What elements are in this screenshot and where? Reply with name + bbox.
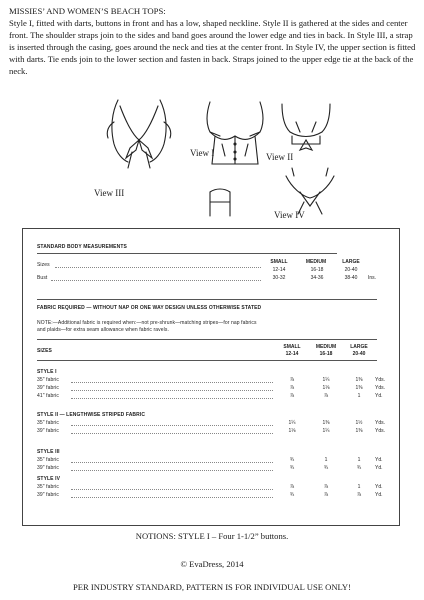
fabric-yardage-value: 1⅛: [322, 385, 330, 391]
yardage-unit: Yd.: [375, 484, 383, 490]
leader-dots: [71, 390, 273, 391]
fabric-yardage-value: 1¼: [288, 420, 296, 426]
col-large-header: LARGE: [342, 259, 360, 265]
fabric-width-label: 35" fabric: [37, 377, 59, 383]
fabric-yardage-value: 1: [324, 457, 328, 463]
fabric-width-label: 35" fabric: [37, 420, 59, 426]
leader-dots: [71, 382, 273, 383]
description-text: [9, 5, 417, 78]
fabric-required-heading: FABRIC REQUIRED — WITHOUT NAP OR ONE WAY DESIGN UNLESS OTHERWISE STATED: [37, 305, 262, 311]
size-medium: 16-18: [310, 267, 324, 273]
fabric-yardage-value: ¾: [289, 492, 295, 498]
fabric-col-small-sizes: 12-14: [285, 351, 299, 357]
view-illustrations: [60, 92, 370, 222]
bust-unit: Ins.: [368, 275, 377, 281]
divider: [37, 360, 377, 361]
yardage-unit: Yd.: [375, 492, 383, 498]
view-i-drawing: [207, 102, 263, 164]
yardage-unit: Yds.: [375, 420, 386, 426]
fabric-yardage-value: 1½: [355, 420, 363, 426]
sizes-label: Sizes: [37, 262, 50, 268]
yardage-unit: Yds.: [375, 385, 386, 391]
fabric-width-label: 39" fabric: [37, 492, 59, 498]
size-large: 20-40: [344, 267, 358, 273]
fabric-yardage-value: 1: [357, 393, 361, 399]
fabric-col-medium: MEDIUM: [315, 344, 337, 350]
body-measurements-heading: STANDARD BODY MEASUREMENTS: [37, 244, 127, 250]
view-ii-drawing: [282, 104, 330, 150]
yardage-unit: Yds.: [375, 377, 386, 383]
view-iii-drawing: [107, 100, 171, 168]
illustrations-svg: [60, 92, 370, 222]
bust-small: 30-32: [272, 275, 286, 281]
view-iv-label: View IV: [274, 210, 305, 220]
fabric-width-label: 39" fabric: [37, 385, 59, 391]
size-small: 12-14: [272, 267, 286, 273]
leader-dots: [71, 433, 273, 434]
col-medium-header: MEDIUM: [305, 259, 327, 265]
fabric-yardage-value: ⅞: [289, 377, 295, 383]
leader-dots: [55, 267, 261, 268]
bust-medium: 34-36: [310, 275, 324, 281]
fabric-yardage-value: ¾: [289, 457, 295, 463]
description-body: Style I, fitted with darts, buttons in front and has a low, shaped neckline. Style II is gathered at the sides and center front. The shoulder straps join to the sides and band goes around the lower edge and ties in back. In Style III, a strap is inserted through the casing, goes around the neck and ties at the center front. In Style IV, the upper section is fitted with darts. Tie ends join to the lower section and fasten in back. Straps joined to the upper edge tie at the back of the neck.: [9, 18, 416, 77]
fabric-width-label: 41" fabric: [37, 393, 59, 399]
fabric-width-label: 35" fabric: [37, 457, 59, 463]
fabric-width-label: 39" fabric: [37, 428, 59, 434]
fabric-yardage-value: 1¼: [322, 377, 330, 383]
style-heading: STYLE III: [37, 449, 60, 455]
fabric-yardage-value: ⅞: [323, 492, 329, 498]
fabric-yardage-value: 1: [357, 484, 361, 490]
fabric-note-line-1: NOTE:—Additional fabric is required when:—not pre-shrunk—matching stripes—for nap fabrics: [37, 320, 257, 326]
leader-dots: [71, 497, 273, 498]
leader-dots: [51, 280, 261, 281]
fabric-yardage-value: 1⅜: [355, 385, 363, 391]
fabric-col-large: LARGE: [350, 344, 368, 350]
yardage-unit: Yd.: [375, 457, 383, 463]
view-ii-label: View II: [266, 152, 294, 162]
fabric-yardage-value: 1⅜: [355, 377, 363, 383]
leader-dots: [71, 470, 273, 471]
bust-label: Bust: [37, 275, 48, 281]
fabric-yardage-value: ¾: [356, 465, 362, 471]
notions-text: NOTIONS: STYLE I – Four 1-1/2” buttons.: [135, 531, 289, 541]
leader-dots: [71, 489, 273, 490]
fabric-yardage-value: ⅞: [289, 385, 295, 391]
fabric-chart: [22, 228, 400, 526]
leader-dots: [71, 425, 273, 426]
fabric-yardage-value: ⅞: [323, 484, 329, 490]
fabric-yardage-value: 1⅜: [322, 420, 330, 426]
fabric-yardage-value: 1⅛: [288, 428, 296, 434]
divider: [37, 253, 337, 254]
view-back-drawing: [210, 189, 230, 216]
description-title: MISSIES’ AND WOMEN’S BEACH TOPS:: [9, 6, 166, 16]
fabric-sizes-label: SIZES: [37, 348, 52, 354]
fabric-yardage-value: ⅞: [289, 393, 295, 399]
col-small-header: SMALL: [270, 259, 288, 265]
fabric-note-line-2: and plaids—for extra seam allowance when fabric ravels.: [37, 327, 169, 333]
divider: [37, 299, 377, 300]
fabric-width-label: 39" fabric: [37, 465, 59, 471]
style-heading: STYLE II — LENGTHWISE STRIPED FABRIC: [37, 412, 146, 418]
leader-dots: [71, 398, 273, 399]
fabric-yardage-value: 1⅜: [355, 428, 363, 434]
fabric-yardage-value: 1¼: [322, 428, 330, 434]
view-i-label: View I: [190, 148, 215, 158]
fabric-col-medium-sizes: 16-18: [319, 351, 333, 357]
view-iv-drawing: [286, 168, 334, 214]
fabric-yardage-value: ⅞: [356, 492, 362, 498]
view-iii-label: View III: [94, 188, 125, 198]
copyright-text: © EvaDress, 2014: [180, 559, 244, 569]
yardage-unit: Yd.: [375, 465, 383, 471]
bust-large: 38-40: [344, 275, 358, 281]
divider: [37, 339, 377, 340]
fabric-yardage-value: ⅞: [323, 393, 329, 399]
fabric-col-large-sizes: 20-40: [352, 351, 366, 357]
style-heading: STYLE IV: [37, 476, 61, 482]
yardage-unit: Yds.: [375, 428, 386, 434]
fabric-yardage-value: ¾: [323, 465, 329, 471]
style-heading: STYLE I: [37, 369, 57, 375]
fabric-width-label: 35" fabric: [37, 484, 59, 490]
leader-dots: [71, 462, 273, 463]
fabric-yardage-value: ¾: [289, 465, 295, 471]
fabric-col-small: SMALL: [283, 344, 301, 350]
fabric-yardage-value: ⅞: [289, 484, 295, 490]
usage-notice: PER INDUSTRY STANDARD, PATTERN IS FOR INDIVIDUAL USE ONLY!: [73, 582, 351, 592]
fabric-yardage-value: 1: [357, 457, 361, 463]
yardage-unit: Yd.: [375, 393, 383, 399]
